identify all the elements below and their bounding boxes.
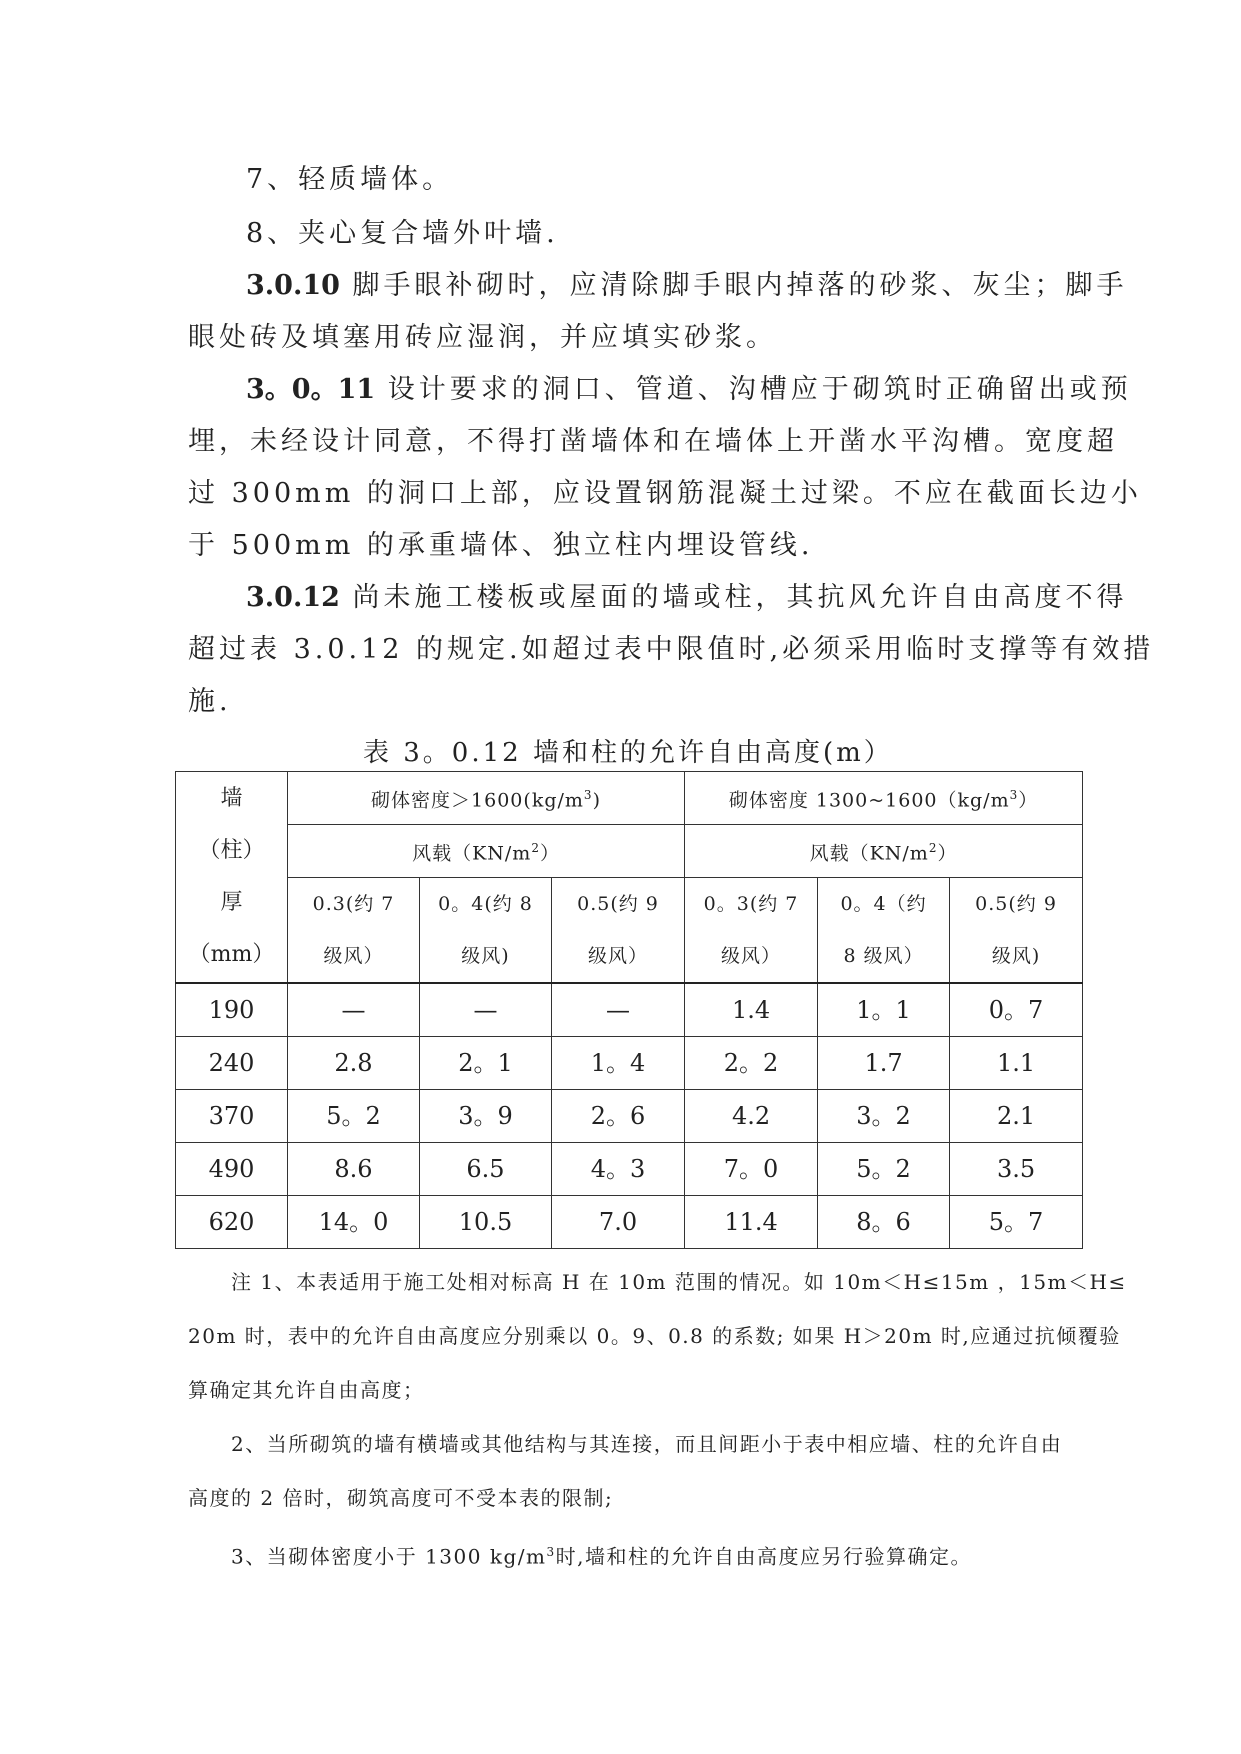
note-2-line-2: 高度的 2 倍时，砌筑高度可不受本表的限制; bbox=[188, 1486, 614, 1510]
table-cell: 11.4 bbox=[685, 1196, 818, 1249]
clause-3-0-12-line-3: 施. bbox=[188, 686, 232, 717]
table-cell: 5。7 bbox=[950, 1196, 1083, 1249]
table-cell: 1.1 bbox=[950, 1037, 1083, 1090]
paragraph-item-8: 8、夹心复合墙外叶墙. bbox=[246, 218, 559, 249]
wind-level-header: 0。4（约 8 级风） bbox=[818, 878, 950, 984]
table-cell: 7.0 bbox=[552, 1196, 685, 1249]
table-row bbox=[176, 1196, 1083, 1249]
clause-3-0-11-line-4: 于 500mm 的承重墙体、独立柱内埋设管线. bbox=[188, 530, 814, 561]
clause-3-0-11-line-2: 埋，未经设计同意，不得打凿墙体和在墙体上开凿水平沟槽。宽度超 bbox=[188, 426, 1118, 457]
table-cell: 7。0 bbox=[685, 1143, 818, 1196]
clause-3-0-11-line-1 bbox=[246, 370, 1132, 410]
note-1-line-1: 注 1、本表适用于施工处相对标高 H 在 10m 范围的情况。如 10m＜H≤15m ，15m＜H≤ bbox=[231, 1270, 1127, 1294]
wind-level-header: 0.5(约 9 级风） bbox=[552, 878, 685, 984]
table-cell: 0。7 bbox=[950, 983, 1083, 1037]
table-cell: 1。1 bbox=[818, 983, 950, 1037]
clause-3-0-10-line-1 bbox=[246, 266, 1128, 306]
wind-level-header: 0。3(约 7 级风） bbox=[685, 878, 818, 984]
clause-number: 3.0.12 bbox=[246, 582, 340, 613]
clause-3-0-11-line-3: 过 300mm 的洞口上部，应设置钢筋混凝土过梁。不应在截面长边小 bbox=[188, 478, 1142, 509]
table-cell: — bbox=[288, 983, 420, 1037]
wind-load-header-mid: 风载$(KN/m^2)$ bbox=[685, 825, 1083, 878]
note-2-line-1: 2、当所砌筑的墙有横墙或其他结构与其连接，而且间距小于表中相应墙、柱的允许自由 bbox=[231, 1432, 1063, 1456]
free-height-table bbox=[175, 771, 1083, 1249]
table-cell: 10.5 bbox=[420, 1196, 552, 1249]
wall-label-line: （mm） bbox=[188, 942, 275, 967]
table-cell: 14。0 bbox=[288, 1196, 420, 1249]
clause-text: 尚未施工楼板或屋面的墙或柱，其抗风允许自由高度不得 bbox=[339, 582, 1128, 613]
table-cell: 8。6 bbox=[818, 1196, 950, 1249]
table-cell: 240 bbox=[176, 1037, 288, 1090]
table-cell: 5。2 bbox=[818, 1143, 950, 1196]
table-cell: 2。1 bbox=[420, 1037, 552, 1090]
table-cell: 490 bbox=[176, 1143, 288, 1196]
density-mid-header: 砌体密度 $1300\sim 1600(kg/m^3)$ bbox=[685, 772, 1083, 825]
wind-load-header-high: 风载$(KN/m^2)$ bbox=[288, 825, 685, 878]
wall-thickness-header bbox=[176, 772, 288, 984]
table-cell: 2。6 bbox=[552, 1090, 685, 1143]
table-cell: 2。2 bbox=[685, 1037, 818, 1090]
clause-3-0-10-line-2: 眼处砖及填塞用砖应湿润，并应填实砂浆。 bbox=[188, 322, 777, 353]
table-row bbox=[176, 983, 1083, 1037]
wind-level-header: 0.3(约 7 级风） bbox=[288, 878, 420, 984]
table-cell: 2.1 bbox=[950, 1090, 1083, 1143]
table-cell: 3。2 bbox=[818, 1090, 950, 1143]
clause-text: 设计要求的洞口、管道、沟槽应于砌筑时正确留出或预 bbox=[375, 374, 1132, 405]
table-cell: 8.6 bbox=[288, 1143, 420, 1196]
table-caption: 表 3。0.12 墙和柱的允许自由高度(m） bbox=[363, 738, 893, 768]
table-cell: 1。4 bbox=[552, 1037, 685, 1090]
wall-label-line: 墙 bbox=[220, 786, 243, 811]
table-cell: 4。3 bbox=[552, 1143, 685, 1196]
table-row bbox=[176, 1037, 1083, 1090]
table-cell: 1.7 bbox=[818, 1037, 950, 1090]
table-cell: 190 bbox=[176, 983, 288, 1037]
clause-number: 3。0。11 bbox=[246, 374, 376, 405]
clause-number: 3.0.10 bbox=[246, 270, 340, 301]
note-3: 3、当砌体密度小于 1300 $kg/m^3$时,墙和柱的允许自由高度应另行验算确定。 bbox=[231, 1544, 972, 1569]
note-1-line-2: 20m 时，表中的允许自由高度应分别乘以 0。9、0.8 的系数; 如果 H＞20m 时,应通过抗倾覆验 bbox=[188, 1324, 1121, 1348]
table-cell: 1.4 bbox=[685, 983, 818, 1037]
table-cell: — bbox=[420, 983, 552, 1037]
table-cell: 6.5 bbox=[420, 1143, 552, 1196]
table-row bbox=[176, 1143, 1083, 1196]
table-cell: 620 bbox=[176, 1196, 288, 1249]
table-cell: 3。9 bbox=[420, 1090, 552, 1143]
wall-label-line: （柱） bbox=[198, 838, 265, 863]
table-cell: 5。2 bbox=[288, 1090, 420, 1143]
paragraph-item-7: 7、轻质墙体。 bbox=[246, 164, 454, 195]
table-row bbox=[176, 1090, 1083, 1143]
wind-level-header: 0.5(约 9 级风) bbox=[950, 878, 1083, 984]
clause-3-0-12-line-1 bbox=[246, 578, 1128, 618]
density-high-header: 砌体密度$>1600(kg/m^3)$ bbox=[288, 772, 685, 825]
table-cell: 3.5 bbox=[950, 1143, 1083, 1196]
clause-text: 脚手眼补砌时，应清除脚手眼内掉落的砂浆、灰尘；脚手 bbox=[339, 270, 1128, 301]
wall-label-line: 厚 bbox=[220, 890, 243, 915]
wind-level-header: 0。4(约 8 级风) bbox=[420, 878, 552, 984]
table-cell: 2.8 bbox=[288, 1037, 420, 1090]
table-cell: — bbox=[552, 983, 685, 1037]
note-1-line-3: 算确定其允许自由高度； bbox=[188, 1378, 425, 1402]
clause-3-0-12-line-2: 超过表 3.0.12 的规定.如超过表中限值时,必须采用临时支撑等有效措 bbox=[188, 634, 1155, 665]
table-cell: 4.2 bbox=[685, 1090, 818, 1143]
table-cell: 370 bbox=[176, 1090, 288, 1143]
